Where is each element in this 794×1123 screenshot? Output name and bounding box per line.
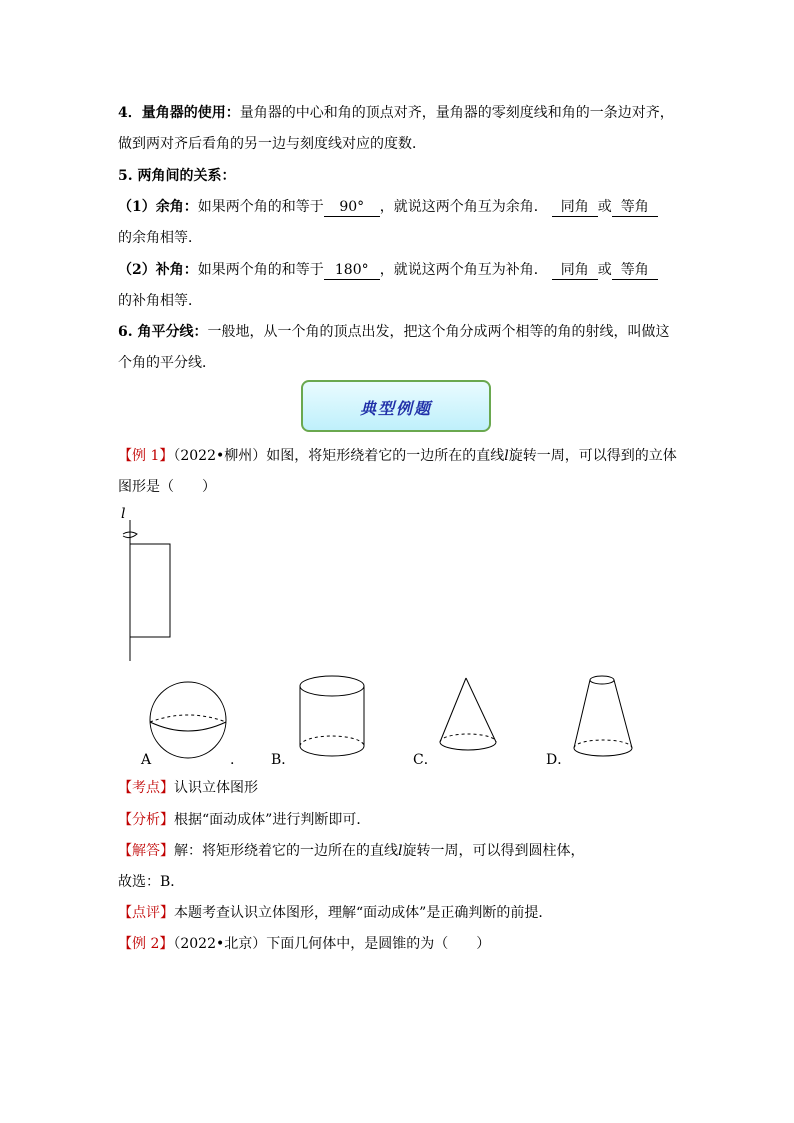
option-d-label: D． xyxy=(546,752,572,768)
p4-title: 量角器的使用： xyxy=(141,105,240,121)
p5a-value: 90° xyxy=(324,199,380,217)
fenxi-text: 根据“面动成体”进行判断即可． xyxy=(174,812,371,828)
p5a-blank1: 同角 xyxy=(552,199,598,217)
p4-num: 4． xyxy=(118,105,142,121)
dianping-tag: 【点评】 xyxy=(118,905,174,921)
p5-title: 5. 两角间的关系： xyxy=(118,168,236,184)
jieda-text-b: 旋转一周，可以得到圆柱体， xyxy=(402,843,585,859)
section-title: 典型例题 xyxy=(359,399,432,418)
p4-line2: 做到两对齐后看角的另一边与刻度线对应的度数． xyxy=(118,136,426,152)
ex1-tag: 【例 1】 xyxy=(118,448,174,464)
p4-line1 xyxy=(118,103,674,123)
option-b-cylinder xyxy=(296,672,376,762)
p6-line1 xyxy=(118,322,670,342)
ex2-line xyxy=(118,934,490,954)
p4-text1: 量角器的中心和角的顶点对齐，量角器的零刻度线和角的一条边对齐， xyxy=(239,105,674,121)
jieda-text-a: 解：将矩形绕着它的一边所在的直线 xyxy=(174,843,398,859)
p5b-or: 或 xyxy=(597,262,612,278)
jieda-var: l xyxy=(398,843,403,859)
kaodian-line xyxy=(118,778,258,798)
p5b-title: （2）补角： xyxy=(118,262,198,278)
p5a-line2: 的余角相等． xyxy=(118,230,202,246)
fenxi-line xyxy=(118,810,370,830)
option-d-frustum xyxy=(570,672,650,762)
p5b-pre: 如果两个角的和等于 xyxy=(197,262,324,278)
jieda-line xyxy=(118,841,584,861)
p5b-mid: ，就说这两个角互为补角． xyxy=(379,262,548,278)
option-b-label: B． xyxy=(271,752,296,768)
section-title-box xyxy=(301,380,491,432)
jieda-tag: 【解答】 xyxy=(118,843,174,859)
p5b-line1 xyxy=(118,260,658,280)
p5a-blank2: 等角 xyxy=(612,199,658,217)
option-a-sphere xyxy=(146,682,236,762)
axis-label: l xyxy=(121,506,126,522)
p6-text1: 一般地，从一个角的顶点出发，把这个角分成两个相等的角的射线，叫做这 xyxy=(207,324,670,340)
option-c-cone xyxy=(436,676,516,766)
ex1-source: （2022•柳州） xyxy=(173,448,267,464)
ex2-source: （2022•北京） xyxy=(173,936,267,952)
option-c-label: C． xyxy=(413,752,438,768)
p6-line2: 个角的平分线． xyxy=(118,355,216,371)
ex1-line1 xyxy=(118,446,677,466)
p5b-blank2: 等角 xyxy=(612,262,658,280)
p5a-mid: ，就说这两个角互为余角． xyxy=(379,199,548,215)
ex1-text1b: 旋转一周，可以得到的立体 xyxy=(508,448,677,464)
dianping-line xyxy=(118,903,552,923)
ex1-line2: 图形是（ ） xyxy=(118,479,216,495)
rectangle-rotation-figure xyxy=(118,510,178,670)
p5b-line2: 的补角相等． xyxy=(118,293,202,309)
ex2-tag: 【例 2】 xyxy=(118,936,174,952)
p5a-line1 xyxy=(118,197,658,217)
p5a-pre: 如果两个角的和等于 xyxy=(197,199,324,215)
p5a-or: 或 xyxy=(597,199,612,215)
ex1-text1a: 如图，将矩形绕着它的一边所在的直线 xyxy=(266,448,505,464)
p5b-blank1: 同角 xyxy=(552,262,598,280)
p6-title: 6. 角平分线： xyxy=(118,324,208,340)
rectangle-shape xyxy=(130,544,170,637)
ex1-var: l xyxy=(504,448,509,464)
ex2-text: 下面几何体中，是圆锥的为（ ） xyxy=(266,936,491,952)
option-a-dot: . xyxy=(230,752,235,768)
p5a-title: （1）余角： xyxy=(118,199,198,215)
p5b-value: 180° xyxy=(324,262,380,280)
kaodian-tag: 【考点】 xyxy=(118,780,174,796)
option-a-label: A xyxy=(141,752,152,768)
answer-line: 故选：B． xyxy=(118,874,185,890)
kaodian-text: 认识立体图形 xyxy=(174,780,258,796)
dianping-text: 本题考查认识立体图形，理解“面动成体”是正确判断的前提． xyxy=(174,905,553,921)
fenxi-tag: 【分析】 xyxy=(118,812,174,828)
